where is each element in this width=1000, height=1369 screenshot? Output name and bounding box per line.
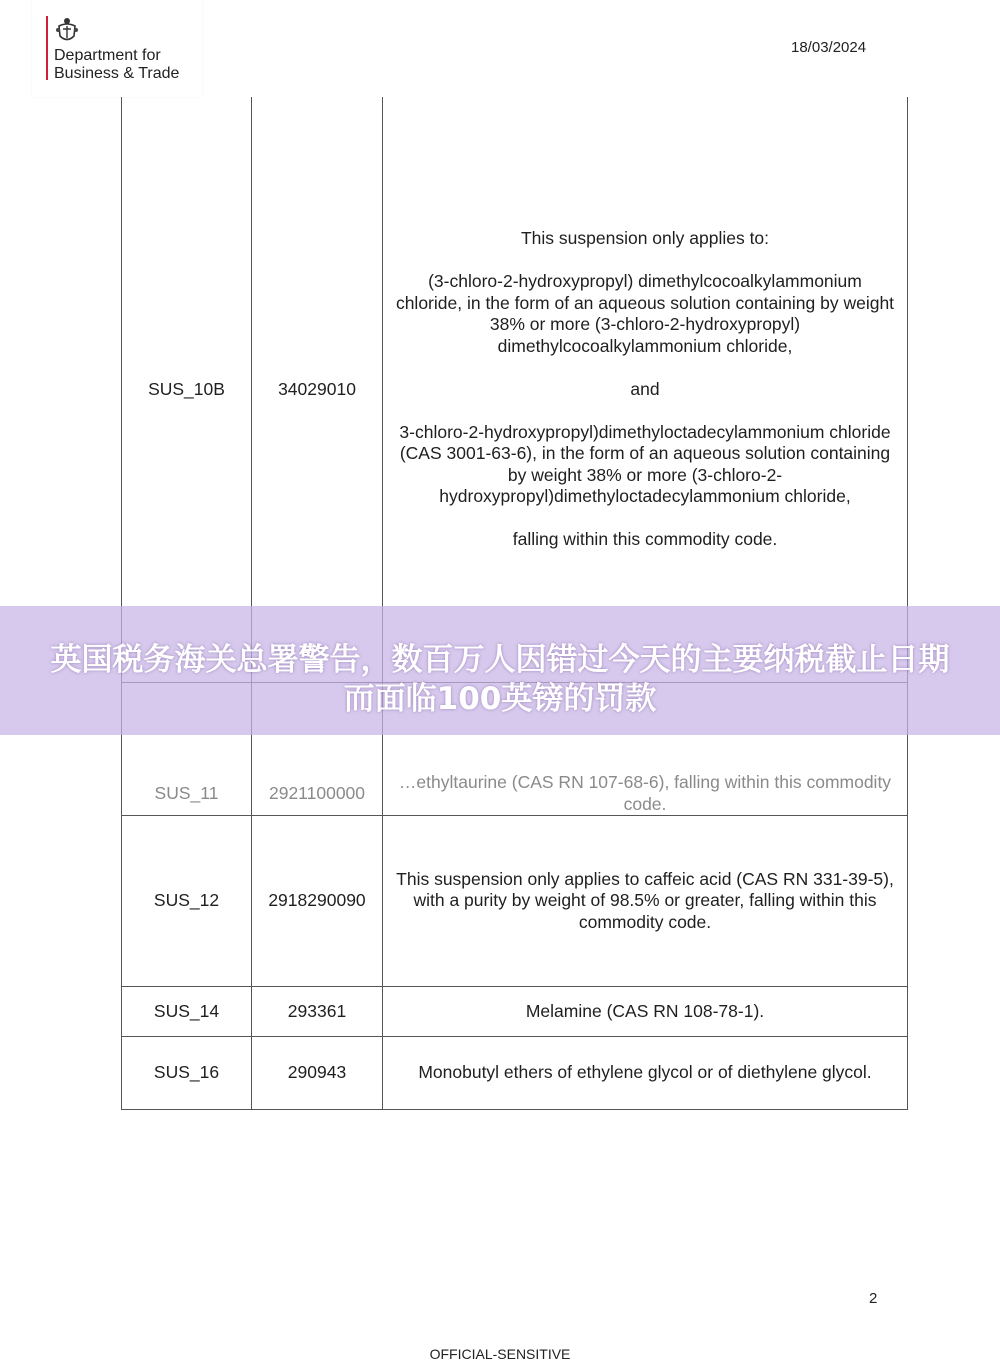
description-paragraph: (3-chloro-2-hydroxypropyl) dimethylcocoalkylammonium chloride, in the form of an aqueous solution containing by weight 38% or more (3-chloro-2-hydroxypropyl) dimethylcocoalkylammonium chloride, — [395, 271, 895, 356]
commodity-code: 293361 — [252, 987, 383, 1037]
royal-crest-icon — [54, 16, 80, 44]
table-row — [122, 816, 908, 987]
description-cell — [383, 97, 908, 683]
table-row — [122, 97, 908, 683]
table-row — [122, 1037, 908, 1110]
suspension-code: SUS_16 — [122, 1037, 252, 1110]
description-paragraph: 3-chloro-2-hydroxypropyl)dimethyloctadecylammonium chloride (CAS 3001-63-6), in the form of an aqueous solution containing by weight 38% or more (3-chloro-2-hydroxypropyl)dimethyloctadecylammonium chloride, — [399, 421, 891, 507]
security-classification: OFFICIAL-SENSITIVE — [429, 1346, 571, 1362]
commodity-code: 34029010 — [252, 97, 383, 683]
logo-line-1: Department for — [54, 47, 161, 64]
suspension-code: SUS_10B — [122, 97, 252, 683]
description-cell: This suspension only applies to caffeic acid (CAS RN 331-39-5), with a purity by weight of 98.5% or greater, falling within this commodity code. — [383, 816, 908, 987]
commodity-text: 2921100000 — [268, 783, 366, 803]
description-cell: Monobutyl ethers of ethylene glycol or of diethylene glycol. — [383, 1037, 908, 1110]
logo-red-bar — [46, 16, 48, 80]
code-text: SUS_11 — [154, 783, 219, 803]
table-row — [122, 987, 908, 1037]
description-paragraph: …ethyltaurine (CAS RN 107-68-6), falling within this commodity code. — [398, 772, 892, 814]
headline-banner-text: 英国税务海关总署警告，数百万人因错过今天的主要纳税截止日期而面临100英镑的罚款 — [50, 642, 950, 717]
description-cell: Melamine (CAS RN 108-78-1). — [383, 987, 908, 1037]
document-date: 18/03/2024 — [791, 39, 867, 56]
suspension-code: SUS_14 — [122, 987, 252, 1037]
description-paragraph: This suspension only applies to: — [520, 228, 770, 249]
description-paragraph: and — [630, 378, 660, 399]
page-number: 2 — [869, 1290, 878, 1307]
commodity-code: 290943 — [252, 1037, 383, 1110]
commodity-code: 2918290090 — [252, 816, 383, 987]
description-paragraph: falling within this commodity code. — [512, 529, 778, 550]
suspension-code: SUS_12 — [122, 816, 252, 987]
logo-line-2: Business & Trade — [54, 65, 180, 82]
logo-text — [54, 47, 179, 83]
suspension-table — [121, 97, 908, 1110]
